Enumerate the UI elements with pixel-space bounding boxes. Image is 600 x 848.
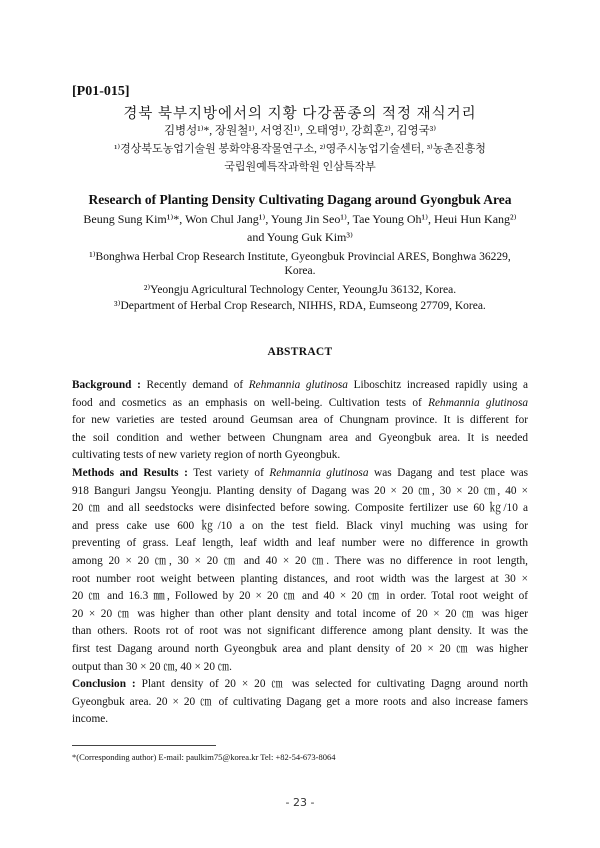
corresponding-author-footnote: *(Corresponding author) E-mail: paulkim75@korea.kr Tel: +82-54-673-8064: [72, 752, 336, 762]
methods-line: 20 × 20 ㎝ was higher than other plant density and total income of 20 × 20 ㎝ was higer: [72, 607, 528, 620]
methods-line: 20 ㎝ and 16.3 ㎜, Followed by 20 × 20 ㎝ and 40 × 20 ㎝ in order. Total root weight of: [72, 590, 528, 603]
english-title: Research of Planting Density Cultivating Dagang around Gyongbuk Area: [88, 192, 512, 207]
background-line: food and cosmetics as an emphasis on well-being. Cultivation tests of Rehmannia glutinosa: [72, 396, 528, 409]
methods-line: first test Dagang around north Gyeongbuk area and plant density of 20 × 20 ㎝ was higher: [72, 642, 528, 655]
background-line: the soil condition and wether between Chungnam area and Gyeongbuk area. It is needed: [72, 431, 528, 444]
conclusion-line: Gyeongbuk area. 20 × 20 ㎝ of cultivating Dagang get a more roots and also increase famers: [72, 695, 528, 708]
abstract-body: [72, 377, 528, 729]
page-number: - 23 -: [285, 796, 315, 809]
background-line: cultivating tests of new variety region of north Gyeongbuk.: [72, 449, 341, 462]
affiliation-3: ³⁾Department of Herbal Crop Research, NIHHS, RDA, Eumseong 27709, Korea.: [114, 300, 486, 312]
methods-line: Methods and Results : Test variety of Rehmannia glutinosa was Dagang and test place was: [72, 466, 528, 479]
english-authors-line-2: and Young Guk Kim³⁾: [247, 230, 353, 244]
conclusion-label: Conclusion :: [72, 678, 136, 691]
background-line: Background : Recently demand of Rehmannia glutinosa Liboschitz increased rapidly using a: [72, 379, 529, 391]
methods-line: root number root weight between planting distances, and root width was the largest at 30 ×: [72, 572, 528, 585]
korean-authors: 김병성¹⁾*, 장원철¹⁾, 서영진¹⁾, 오태영¹⁾, 강희훈²⁾, 김영국³⁾: [163, 125, 437, 137]
english-authors-line-1: Beung Sung Kim¹⁾*, Won Chul Jang¹⁾, Young Jin Seo¹⁾, Tae Young Oh¹⁾, Heui Hun Kang²⁾: [83, 212, 517, 226]
korean-affiliation-line-1: ¹⁾경상북도농업기술원 봉화약용작물연구소, ²⁾영주시농업기술센터, ³⁾농촌진흥청: [114, 143, 486, 155]
abstract-heading: ABSTRACT: [267, 346, 333, 358]
affiliation-2: ²⁾Yeongju Agricultural Technology Center, YeoungJu 36132, Korea.: [143, 284, 457, 296]
methods-line: 918 Banguri Jangsu Yeongju. Planting density of Dagang was 20 × 20 ㎝, 30 × 20 ㎝, 40 ×: [72, 484, 528, 497]
methods-line: output than 30 × 20 ㎝, 40 × 20 ㎝.: [72, 660, 232, 673]
methods-line: among 20 × 20 ㎝, 30 × 20 ㎝ and 40 × 20 ㎝. There was no difference in root length,: [72, 554, 528, 567]
methods-line: than others. Roots rot of root was not significant difference among plant density. It was the: [72, 625, 528, 638]
background-label: Background :: [72, 379, 141, 391]
affiliation-1-line-2: Korea.: [284, 265, 316, 277]
methods-line: and press cake use 600 ㎏/10 a on the test field. Black vinyl muching was using for: [72, 519, 528, 532]
conclusion-line: Conclusion : Plant density of 20 × 20 ㎝ was selected for cultivating Dagng around north: [72, 678, 529, 691]
footnote-rule: [72, 745, 216, 746]
methods-label: Methods and Results :: [72, 466, 188, 479]
methods-line: 20 ㎝ and all seedstocks were disinfected before sowing. Composite fertilizer use 60 ㎏/10 a: [72, 502, 528, 515]
conclusion-line: income.: [72, 713, 109, 726]
affiliation-1-line-1: ¹⁾Bonghwa Herbal Crop Research Institute, Gyeongbuk Provincial ARES, Bonghwa 36229,: [89, 251, 511, 263]
poster-code: [P01-015]: [72, 84, 130, 99]
korean-title: 경북 북부지방에서의 지황 다강품종의 적정 재식거리: [123, 106, 477, 122]
korean-affiliation-line-2: 국립원예특작과학원 인삼특작부: [224, 161, 376, 173]
background-line: for new varieties are tested around Geumsan area of Chungnam province. It is different for: [72, 414, 528, 427]
methods-line: preventing of grass. Leaf length, leaf width and leaf number were no difference in growth: [72, 537, 528, 550]
